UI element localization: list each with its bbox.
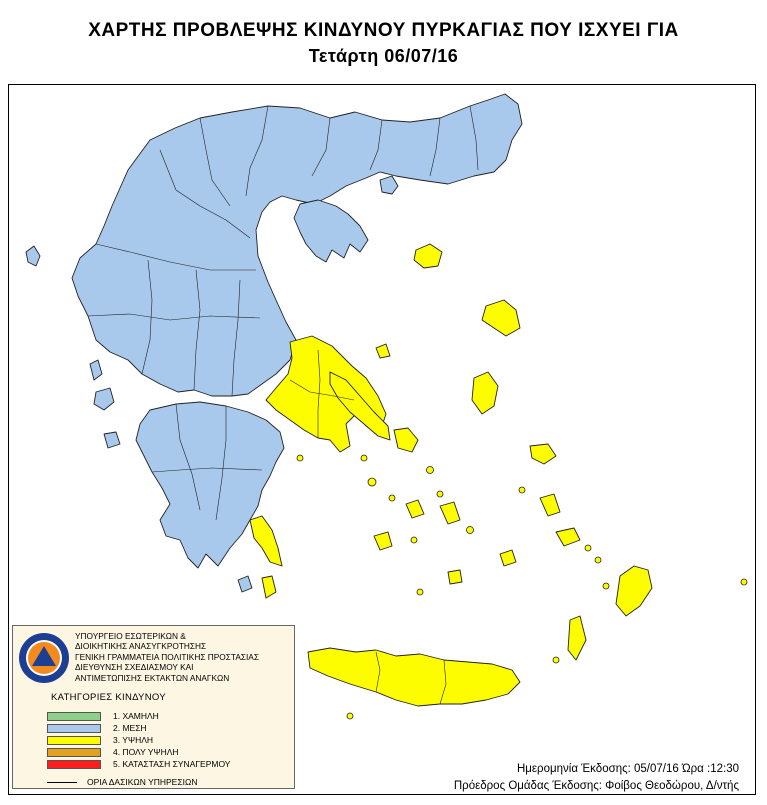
map-date: Τετάρτη 06/07/16 xyxy=(308,46,459,66)
category-high-swatch xyxy=(47,736,101,745)
category-very-high-label: 4. ΠΟΛΥ ΥΨΗΛΗ xyxy=(113,747,179,757)
category-alarm-label: 5. ΚΑΤΑΣΤΑΣΗ ΣΥΝΑΓΕΡΜΟΥ xyxy=(113,759,231,769)
kythira xyxy=(238,576,252,592)
crete xyxy=(308,648,520,706)
skiathos xyxy=(376,344,390,358)
category-medium-swatch xyxy=(47,724,101,733)
cyclades-1 xyxy=(374,532,392,550)
lesvos xyxy=(472,372,498,414)
corfu xyxy=(26,246,40,266)
map-title: ΧΑΡΤΗΣ ΠΡΟΒΛΕΨΗΣ ΚΙΝΔΥΝΟΥ ΠΥΡΚΑΓΙΑΣ ΠΟΥ ΙΣΧΥΕΙ ΓΙΑ xyxy=(88,20,679,41)
kefalonia xyxy=(94,388,114,410)
agency-line-2: ΔΙΟΙΚΗΤΙΚΗΣ ΑΝΑΣΥΓΚΡΟΤΗΣΗΣ xyxy=(75,641,207,652)
cyclades-4 xyxy=(500,550,516,566)
legend-panel xyxy=(12,625,295,789)
agency-line-3: ΓΕΝΙΚΗ ΓΡΑΜΜΑΤΕΙΑ ΠΟΛΙΤΙΚΗΣ ΠΡΟΣΤΑΣΙΑΣ xyxy=(75,651,259,662)
category-very-high-swatch xyxy=(47,748,101,757)
category-alarm-swatch xyxy=(47,760,101,769)
chios xyxy=(530,444,556,464)
kos xyxy=(556,528,580,546)
thassos xyxy=(380,176,398,194)
boundary-label: ΟΡΙΑ ΔΑΣΙΚΩΝ ΥΠΗΡΕΣΙΩΝ xyxy=(87,777,198,787)
issue-info xyxy=(454,761,739,795)
issue-chairman: Πρόεδρος Ομάδας Έκδοσης: Φοίβος Θεοδώρου, Δ/ντής xyxy=(453,780,739,792)
civil-protection-logo-icon xyxy=(18,632,70,684)
ikaria xyxy=(440,502,460,524)
islet-south-pelop xyxy=(262,576,276,598)
categories-title: ΚΑΤΗΓΟΡΙΕΣ ΚΙΝΔΥΝΟΥ xyxy=(51,692,166,703)
category-low-label: 1. ΧΑΜΗΛΗ xyxy=(113,711,159,721)
skyros xyxy=(394,428,418,452)
lefkada xyxy=(90,360,102,380)
agency-line-1: ΥΠΟΥΡΓΕΙΟ ΕΣΩΤΕΡΙΚΩΝ & xyxy=(75,631,186,641)
agency-line-4: ΔΙΕΥΘΥΝΣΗ ΣΧΕΔΙΑΣΜΟΥ ΚΑΙ xyxy=(75,662,194,673)
category-medium-label: 2. ΜΕΣΗ xyxy=(113,723,147,733)
rhodes xyxy=(616,566,652,616)
cyclades-2 xyxy=(406,500,424,518)
category-high-label: 3. ΥΨΗΛΗ xyxy=(113,735,154,745)
zakynthos xyxy=(104,432,120,448)
boundary-line-swatch xyxy=(47,782,77,783)
karpathos xyxy=(568,616,586,660)
lemnos xyxy=(482,300,520,336)
issue-date-time: Ημερομηνία Έκδοσης: 05/07/16 Ώρα :12:30 xyxy=(517,763,739,775)
chalkidiki xyxy=(294,200,368,262)
cyclades-3 xyxy=(448,570,462,584)
agency-line-5: ΑΝΤΙΜΕΤΩΠΙΣΗΣ ΕΚΤΑΚΤΩΝ ΑΝΑΓΚΩΝ xyxy=(75,672,230,683)
samos xyxy=(540,494,560,516)
samothraki xyxy=(414,244,442,268)
category-low-swatch xyxy=(47,712,101,721)
agency-block xyxy=(75,631,259,683)
east-peloponnese-high xyxy=(250,516,282,566)
